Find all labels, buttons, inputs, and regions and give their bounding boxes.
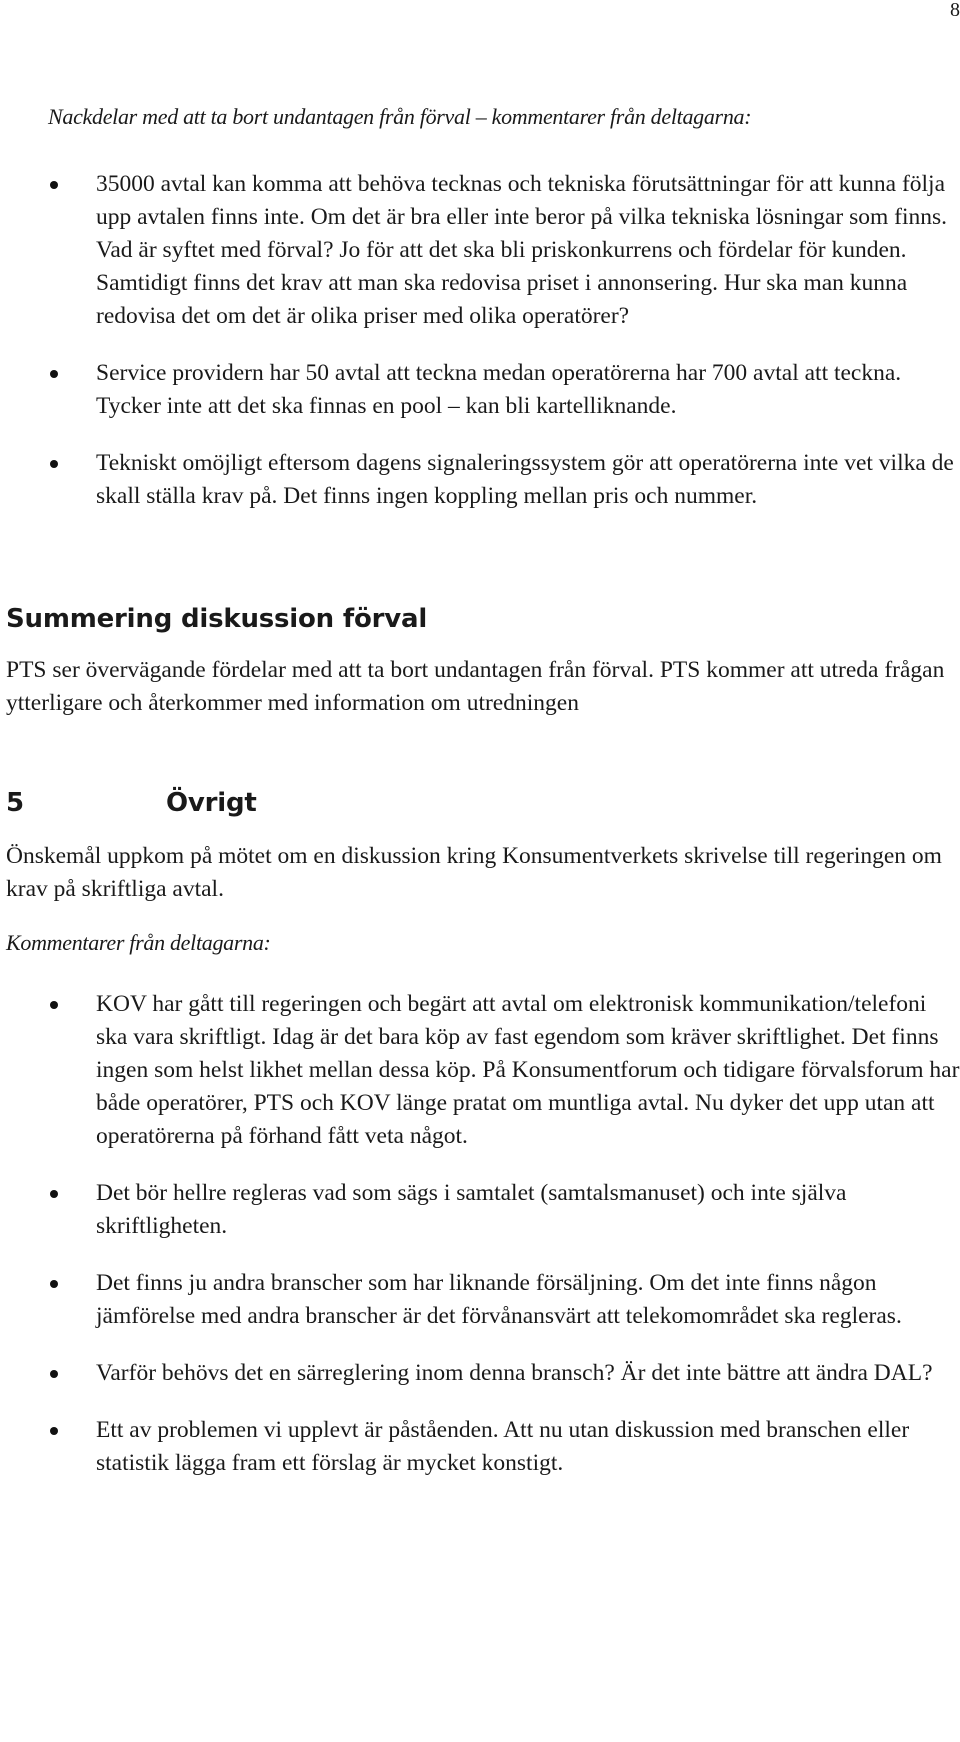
bullet-icon [50,460,58,468]
disadvantages-subheading: Nackdelar med att ta bort undantagen från förval – kommentarer från deltagarna: [48,104,752,129]
list-item [0,1357,960,1390]
list-item [0,357,960,423]
list-item [0,168,960,333]
summary-paragraph: PTS ser övervägande fördelar med att ta bort undantagen från förval. PTS kommer att utreda frågan ytterligare och återkommer med information om utredningen [6,657,945,716]
bullet-icon [50,370,58,378]
bullet-icon [50,1427,58,1435]
list-item-text: KOV har gått till regeringen och begärt att avtal om elektronisk kommunikation/telefoni ska vara skriftligt. Idag är det bara köp av fast egendom som kräver skriftlighet. Det finns ingen som helst likhet mellan dessa köp. På Konsumentforum och tidigare förvalsforum har både operatörer, PTS och KOV länge pratat om muntliga avtal. Nu dyker det upp utan att operatörerna på förhand fått veta något. [96,991,960,1149]
section-title: Övrigt [166,788,257,818]
list-item-text: Varför behövs det en särreglering inom denna bransch? Är det inte bättre att ändra DAL? [96,1360,933,1386]
list-item-text: Service providern har 50 avtal att teckna medan operatörerna har 700 avtal att teckna. Tycker inte att det ska finnas en pool – kan bli kartelliknande. [96,360,902,419]
list-item [0,1267,960,1333]
list-item-text: Ett av problemen vi upplevt är påståenden. Att nu utan diskussion med branschen eller statistik lägga fram ett förslag är mycket konstigt. [96,1417,910,1476]
bullet-icon [50,1001,58,1009]
bullet-icon [50,1190,58,1198]
summary-heading: Summering diskussion förval [6,604,428,634]
comments-subheading: Kommentarer från deltagarna: [6,930,271,955]
list-item [0,988,960,1153]
bullet-icon [50,181,58,189]
disadvantages-bullet-list [0,168,960,537]
list-item [0,1177,960,1243]
list-item-text: 35000 avtal kan komma att behöva tecknas och tekniska förutsättningar för att kunna följa upp avtalen finns inte. Om det är bra eller inte beror på vilka tekniska lösningar som finns. Vad är syftet med förval? Jo för att det ska bli priskonkurrens och fördelar för kunden. Samtidigt finns det krav att man ska redovisa priset i annonsering. Hur ska man kunna redovisa det om det är olika priser med olika operatörer? [96,171,947,329]
list-item-text: Det finns ju andra branscher som har liknande försäljning. Om det inte finns någon jämförelse med andra branscher är det förvånansvärt att telekomområdet ska regleras. [96,1270,902,1329]
comments-bullet-list [0,988,960,1504]
list-item-text: Det bör hellre regleras vad som sägs i samtalet (samtalsmanuset) och inte själva skriftligheten. [96,1180,847,1239]
bullet-icon [50,1280,58,1288]
list-item [0,1414,960,1480]
section-5-paragraph: Önskemål uppkom på mötet om en diskussion kring Konsumentverkets skrivelse till regeringen om krav på skriftliga avtal. [6,843,942,902]
list-item-text: Tekniskt omöjligt eftersom dagens signaleringssystem gör att operatörerna inte vet vilka de skall ställa krav på. Det finns ingen koppling mellan pris och nummer. [96,450,954,509]
bullet-icon [50,1370,58,1378]
page-number: 8 [950,0,960,21]
list-item [0,447,960,513]
section-number: 5 [6,788,24,818]
section-5-heading [6,788,257,818]
